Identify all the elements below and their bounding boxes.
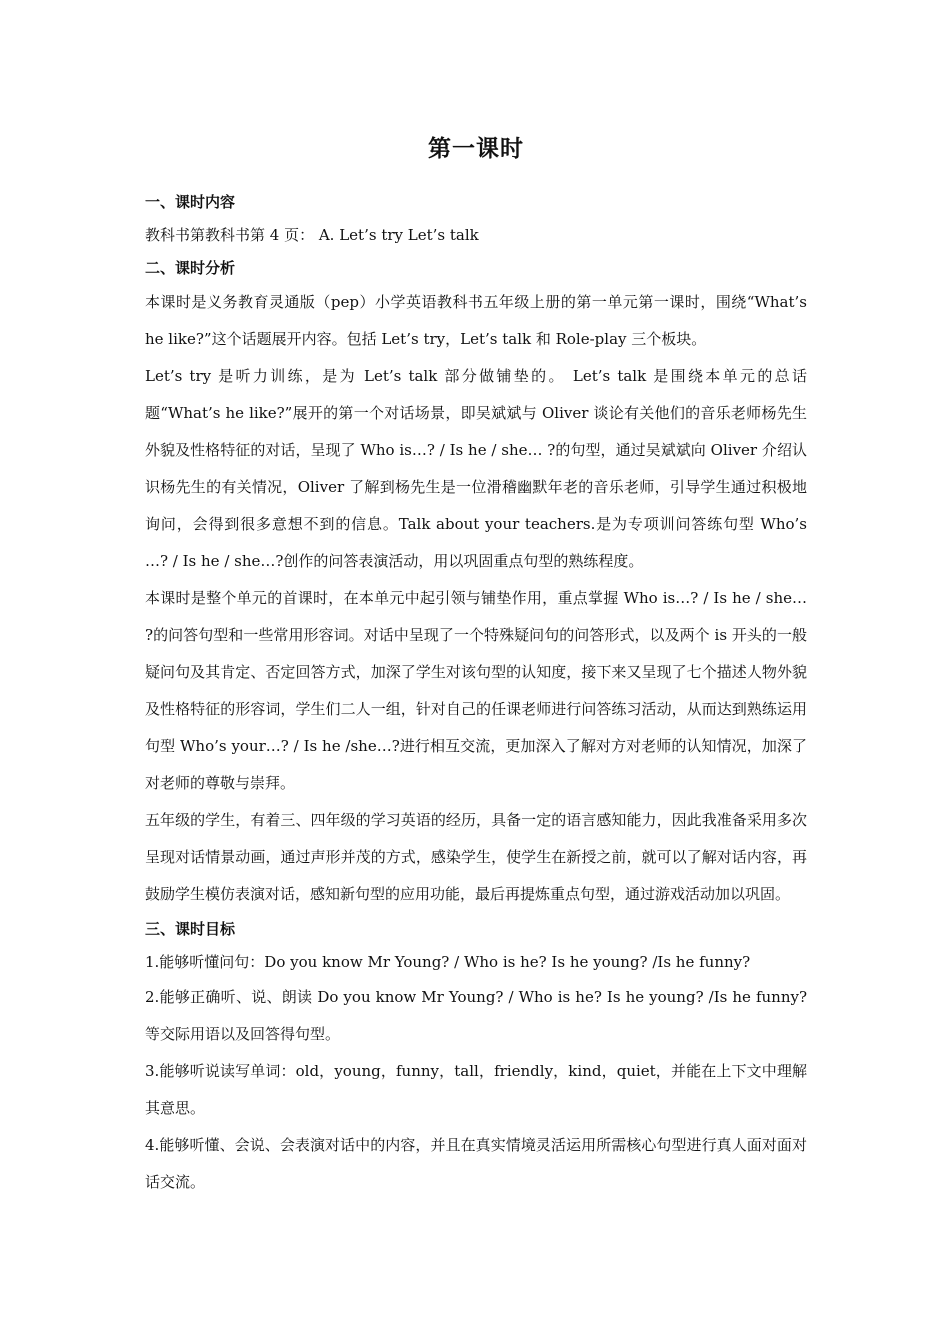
objective-item-4: 4.能够听懂、会说、会表演对话中的内容，并且在真实情境灵活运用所需核心句型进行真人面对面对话交流。 bbox=[145, 1136, 807, 1191]
section-heading-content: 一、课时内容 bbox=[145, 193, 236, 211]
paragraph-analysis-1: 本课时是义务教育灵通版（pep）小学英语教科书五年级上册的第一单元第一课时，围绕“What’s he like?”这个话题展开内容。包括 Let’s try，Let’s talk 和 Role-play 三个板块。 bbox=[145, 293, 807, 348]
objective-item-2: 2.能够正确听、说、朗读 Do you know Mr Young? / Who is he? Is he young? /Is he funny? 等交际用语以及回答得句型。 bbox=[145, 988, 807, 1043]
section-heading-objectives: 三、课时目标 bbox=[145, 920, 236, 938]
paragraph-analysis-4: 五年级的学生，有着三、四年级的学习英语的经历，具备一定的语言感知能力，因此我准备采用多次呈现对话情景动画，通过声形并茂的方式，感染学生，使学生在新授之前，就可以了解对话内容，再鼓励学生模仿表演对话，感知新句型的应用功能，最后再提炼重点句型，通过游戏活动加以巩固。 bbox=[145, 811, 807, 903]
paragraph-textbook-pages: 教科书第教科书第 4 页： A. Let’s try Let’s talk bbox=[145, 226, 479, 244]
paragraph-analysis-2: Let’s try 是听力训练，是为 Let’s talk 部分做铺垫的。 Let’s talk 是围绕本单元的总话题“What’s he like?”展开的第一个对话场景，即吴斌斌与 Oliver 谈论有关他们的音乐老师杨先生外貌及性格特征的对话，呈现了 Who is…? / Is he / she… ?的句型，通过吴斌斌向 Oliver 介绍认识杨先生的有关情况，Oliver 了解到杨先生是一位滑稽幽默年老的音乐老师，引导学生通过积极地询问，会得到很多意想不到的信息。Talk about your teachers.是为专项训问答练句型 Who’s …? / Is he / she…?创作的问答表演活动，用以巩固重点句型的熟练程度。 bbox=[145, 367, 807, 570]
document-body bbox=[145, 186, 807, 1201]
objective-item-1: 1.能够听懂问句：Do you know Mr Young? / Who is he? Is he young? /Is he funny? bbox=[145, 953, 751, 971]
objective-item-3: 3.能够听说读写单词：old，young，funny，tall，friendly，kind，quiet，并能在上下文中理解其意思。 bbox=[145, 1062, 807, 1117]
paragraph-analysis-3: 本课时是整个单元的首课时，在本单元中起引领与铺垫作用，重点掌握 Who is…? / Is he / she… ?的问答句型和一些常用形容词。对话中呈现了一个特殊疑问句的问答形式，以及两个 is 开头的一般疑问句及其肯定、否定回答方式，加深了学生对该句型的认知度，接下来又呈现了七个描述人物外貌及性格特征的形容词，学生们二人一组，针对自己的任课老师进行问答练习活动，从而达到熟练运用句型 Who’s your…? / Is he /she…?进行相互交流，更加深入了解对方对老师的认知情况，加深了对老师的尊敬与崇拜。 bbox=[145, 589, 807, 792]
page-title: 第一课时 bbox=[428, 136, 524, 162]
section-heading-analysis: 二、课时分析 bbox=[145, 259, 236, 277]
